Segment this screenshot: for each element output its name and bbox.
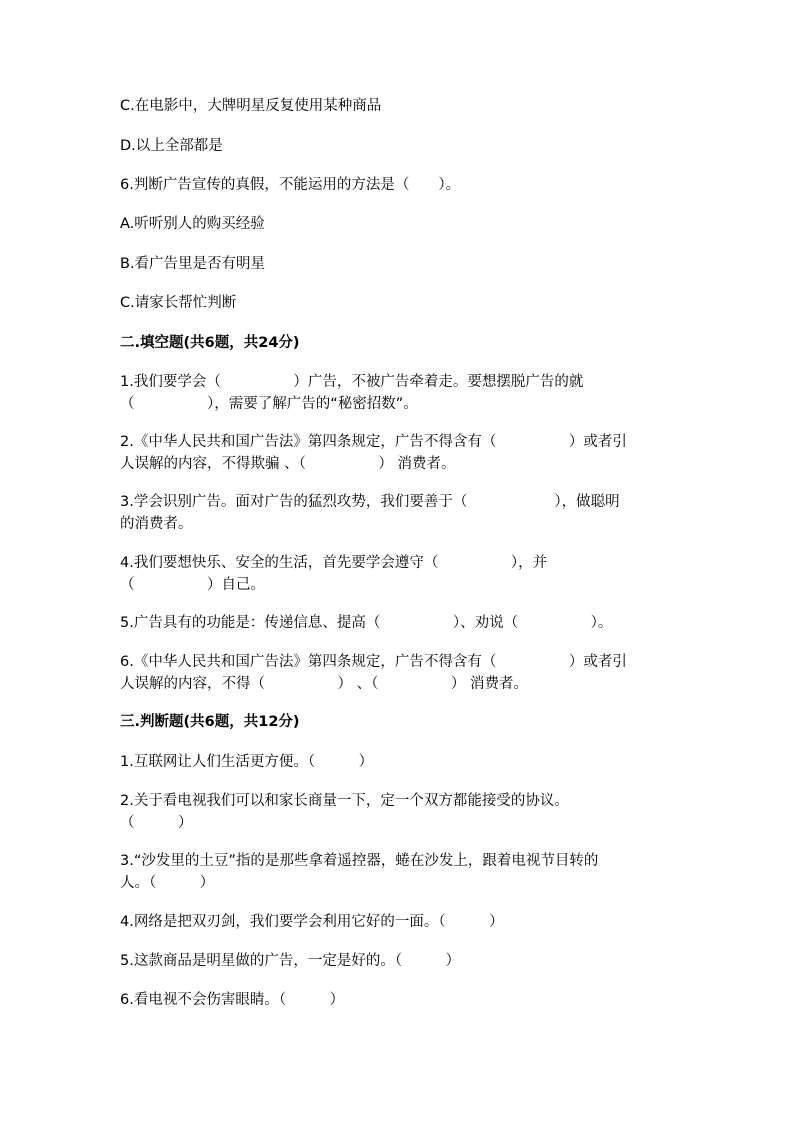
judge-question-5: 5.这款商品是明星做的广告，一定是好的。（ ） — [120, 953, 461, 969]
section-2-heading: 二.填空题(共6题，共24分) — [120, 335, 300, 351]
question-6: 6.判断广告宣传的真假，不能运用的方法是（ ）。 — [120, 177, 461, 193]
option-d: D.以上全部都是 — [120, 138, 223, 154]
judge-question-2-line-2: （ ） — [120, 815, 193, 831]
fill-question-6-line-2: 人误解的内容，不得（ ） 、（ ） 消费者。 — [120, 676, 528, 692]
fill-question-1-line-1: 1.我们要学会（ ）广告，不被广告牵着走。要想摆脱广告的就 — [120, 374, 584, 390]
fill-question-4-line-1: 4.我们要想快乐、安全的生活，首先要学会遵守（ ），并 — [120, 555, 548, 571]
judge-question-4: 4.网络是把双刃剑，我们要学会利用它好的一面。（ ） — [120, 914, 504, 930]
judge-question-1: 1.互联网让人们生活更方便。（ ） — [120, 754, 374, 770]
judge-question-3-line-1: 3.“沙发里的土豆”指的是那些拿着遥控器，蜷在沙发上，跟着电视节目转的 — [120, 853, 599, 869]
fill-question-1-line-2: （ ），需要了解广告的“秘密招数”。 — [120, 396, 418, 412]
fill-question-4-line-2: （ ）自己。 — [120, 577, 265, 593]
fill-question-5: 5.广告具有的功能是：传递信息、提高（ ）、劝说（ ）。 — [120, 615, 613, 631]
question-6-option-a: A.听听别人的购买经验 — [120, 216, 265, 232]
fill-question-2-line-2: 人误解的内容，不得欺骗 、（ ） 消费者。 — [120, 456, 456, 472]
judge-question-6: 6.看电视不会伤害眼睛。（ ） — [120, 992, 345, 1008]
question-6-option-c: C.请家长帮忙判断 — [120, 295, 237, 311]
fill-question-6-line-1: 6.《中华人民共和国广告法》第四条规定，广告不得含有（ ）或者引 — [120, 654, 627, 670]
question-6-option-b: B.看广告里是否有明星 — [120, 256, 266, 272]
judge-question-3-line-2: 人。（ ） — [120, 875, 215, 891]
fill-question-3-line-1: 3.学会识别广告。面对广告的猛烈攻势，我们要善于（ ），做聪明 — [120, 494, 620, 510]
option-c: C.在电影中，大牌明星反复使用某种商品 — [120, 98, 382, 114]
judge-question-2-line-1: 2.关于看电视我们可以和家长商量一下，定一个双方都能接受的协议。 — [120, 793, 569, 809]
fill-question-2-line-1: 2.《中华人民共和国广告法》第四条规定，广告不得含有（ ）或者引 — [120, 434, 627, 450]
section-3-heading: 三.判断题(共6题，共12分) — [120, 714, 300, 730]
fill-question-3-line-2: 的消费者。 — [120, 516, 193, 532]
